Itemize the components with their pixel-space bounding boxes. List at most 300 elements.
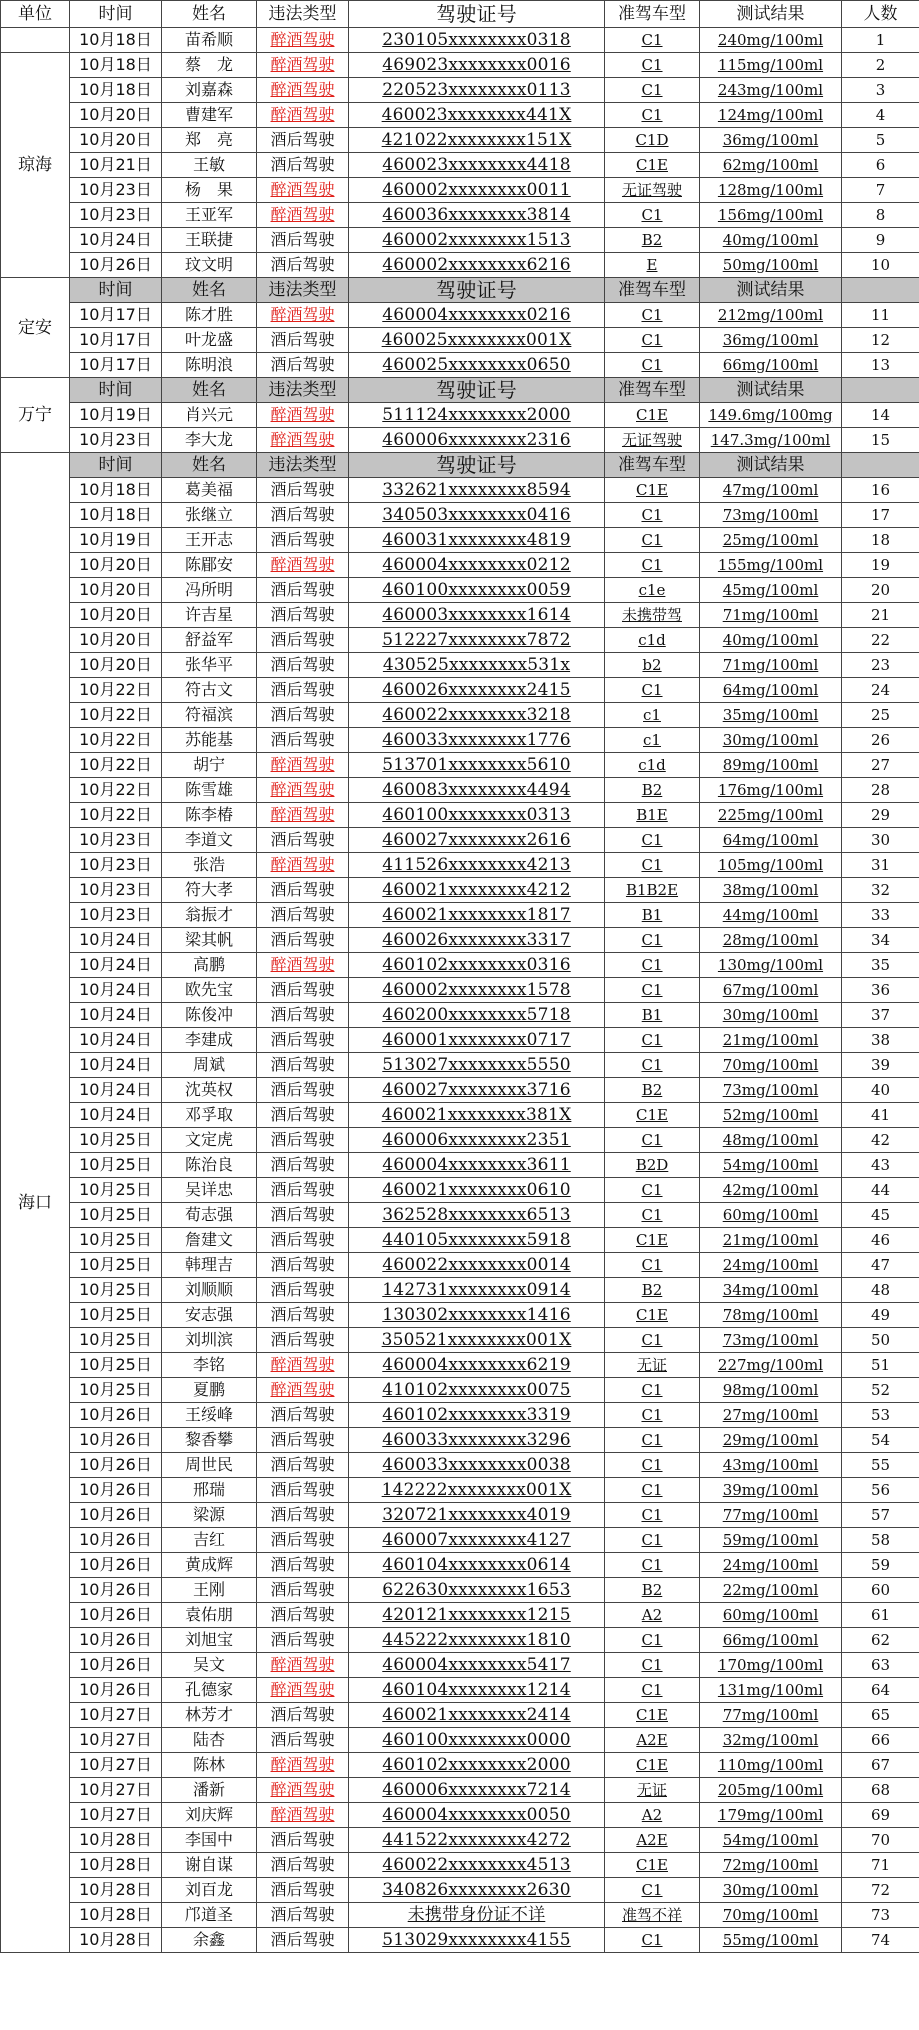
count-cell: 45	[842, 1203, 919, 1228]
subheader-test-result: 测试结果	[700, 278, 842, 303]
subheader-test-result: 测试结果	[700, 453, 842, 478]
date-cell: 10月26日	[70, 1678, 162, 1703]
table-row	[1, 1103, 919, 1128]
test-result-cell: 98mg/100ml	[700, 1378, 842, 1403]
license-class-cell: C1	[605, 1553, 700, 1578]
license-class-cell: C1	[605, 528, 700, 553]
license-id-cell: 460002xxxxxxxx1513	[349, 228, 605, 253]
table-row	[1, 153, 919, 178]
test-result-cell: 212mg/100ml	[700, 303, 842, 328]
license-class-cell: C1E	[605, 1303, 700, 1328]
license-id-cell: 350521xxxxxxxx001X	[349, 1328, 605, 1353]
name-cell: 黄成辉	[162, 1553, 257, 1578]
violation-type-cell: 酒后驾驶	[257, 1103, 349, 1128]
test-result-cell: 71mg/100ml	[700, 653, 842, 678]
count-cell: 33	[842, 903, 919, 928]
test-result-cell: 110mg/100ml	[700, 1753, 842, 1778]
name-cell: 刘庆辉	[162, 1803, 257, 1828]
section-subheader-row	[1, 378, 919, 403]
subheader-time: 时间	[70, 378, 162, 403]
table-row	[1, 1628, 919, 1653]
table-row	[1, 1053, 919, 1078]
license-class-cell: B2	[605, 228, 700, 253]
violation-type-cell: 酒后驾驶	[257, 1603, 349, 1628]
license-class-cell: B1	[605, 903, 700, 928]
count-cell: 48	[842, 1278, 919, 1303]
date-cell: 10月17日	[70, 328, 162, 353]
count-cell: 49	[842, 1303, 919, 1328]
license-id-cell: 460027xxxxxxxx2616	[349, 828, 605, 853]
date-cell: 10月19日	[70, 528, 162, 553]
license-class-cell: c1	[605, 728, 700, 753]
license-id-cell: 460100xxxxxxxx0000	[349, 1728, 605, 1753]
date-cell: 10月26日	[70, 1453, 162, 1478]
date-cell: 10月25日	[70, 1303, 162, 1328]
unit-cell: 海口	[1, 453, 70, 1953]
name-cell: 文定虎	[162, 1128, 257, 1153]
table-row	[1, 403, 919, 428]
date-cell: 10月23日	[70, 178, 162, 203]
license-class-cell: C1	[605, 1653, 700, 1678]
license-class-cell: C1	[605, 1428, 700, 1453]
violation-type-cell: 酒后驾驶	[257, 878, 349, 903]
license-id-cell: 460031xxxxxxxx4819	[349, 528, 605, 553]
date-cell: 10月25日	[70, 1353, 162, 1378]
test-result-cell: 77mg/100ml	[700, 1703, 842, 1728]
header-test-result: 测试结果	[700, 1, 842, 28]
table-row	[1, 728, 919, 753]
violation-type-cell: 酒后驾驶	[257, 1403, 349, 1428]
subheader-license-class: 准驾车型	[605, 453, 700, 478]
license-id-cell: 460100xxxxxxxx0313	[349, 803, 605, 828]
table-row	[1, 28, 919, 53]
license-id-cell: 460004xxxxxxxx0050	[349, 1803, 605, 1828]
date-cell: 10月23日	[70, 828, 162, 853]
test-result-cell: 240mg/100ml	[700, 28, 842, 53]
table-row	[1, 328, 919, 353]
table-row	[1, 653, 919, 678]
table-row	[1, 1678, 919, 1703]
violation-type-cell: 醉酒驾驶	[257, 53, 349, 78]
count-cell: 1	[842, 28, 919, 53]
name-cell: 吉红	[162, 1528, 257, 1553]
license-class-cell: A2	[605, 1603, 700, 1628]
name-cell: 刘百龙	[162, 1878, 257, 1903]
table-row	[1, 578, 919, 603]
test-result-cell: 156mg/100ml	[700, 203, 842, 228]
name-cell: 吴文	[162, 1653, 257, 1678]
license-class-cell: C1E	[605, 1228, 700, 1253]
subheader-license-class: 准驾车型	[605, 278, 700, 303]
date-cell: 10月26日	[70, 1503, 162, 1528]
table-row	[1, 253, 919, 278]
test-result-cell: 21mg/100ml	[700, 1228, 842, 1253]
violation-type-cell: 酒后驾驶	[257, 928, 349, 953]
table-row	[1, 1378, 919, 1403]
test-result-cell: 205mg/100ml	[700, 1778, 842, 1803]
license-class-cell: C1	[605, 1128, 700, 1153]
table-row	[1, 1453, 919, 1478]
table-row	[1, 128, 919, 153]
test-result-cell: 55mg/100ml	[700, 1928, 842, 1953]
date-cell: 10月27日	[70, 1753, 162, 1778]
date-cell: 10月25日	[70, 1328, 162, 1353]
date-cell: 10月26日	[70, 1578, 162, 1603]
table-row	[1, 103, 919, 128]
license-id-cell: 460006xxxxxxxx2316	[349, 428, 605, 453]
date-cell: 10月18日	[70, 478, 162, 503]
violation-type-cell: 醉酒驾驶	[257, 953, 349, 978]
violation-type-cell: 酒后驾驶	[257, 353, 349, 378]
name-cell: 张浩	[162, 853, 257, 878]
name-cell: 郑 亮	[162, 128, 257, 153]
license-class-cell: C1	[605, 1253, 700, 1278]
count-cell: 13	[842, 353, 919, 378]
date-cell: 10月26日	[70, 1628, 162, 1653]
violation-type-cell: 酒后驾驶	[257, 828, 349, 853]
test-result-cell: 25mg/100ml	[700, 528, 842, 553]
name-cell: 陈俊冲	[162, 1003, 257, 1028]
test-result-cell: 155mg/100ml	[700, 553, 842, 578]
name-cell: 翁振才	[162, 903, 257, 928]
test-result-cell: 130mg/100ml	[700, 953, 842, 978]
date-cell: 10月22日	[70, 753, 162, 778]
violation-type-cell: 醉酒驾驶	[257, 403, 349, 428]
license-id-cell: 441522xxxxxxxx4272	[349, 1828, 605, 1853]
violation-type-cell: 酒后驾驶	[257, 1253, 349, 1278]
name-cell: 刘旭宝	[162, 1628, 257, 1653]
violation-type-cell: 酒后驾驶	[257, 1428, 349, 1453]
violation-type-cell: 酒后驾驶	[257, 1628, 349, 1653]
table-row	[1, 603, 919, 628]
date-cell: 10月21日	[70, 153, 162, 178]
test-result-cell: 54mg/100ml	[700, 1153, 842, 1178]
count-cell: 19	[842, 553, 919, 578]
license-id-cell: 460083xxxxxxxx4494	[349, 778, 605, 803]
violation-type-cell: 酒后驾驶	[257, 1828, 349, 1853]
date-cell: 10月28日	[70, 1878, 162, 1903]
table-row	[1, 1353, 919, 1378]
violation-type-cell: 酒后驾驶	[257, 528, 349, 553]
count-cell: 22	[842, 628, 919, 653]
violation-type-cell: 酒后驾驶	[257, 1128, 349, 1153]
test-result-cell: 38mg/100ml	[700, 878, 842, 903]
table-row	[1, 78, 919, 103]
license-class-cell: C1	[605, 978, 700, 1003]
section-subheader-row	[1, 278, 919, 303]
test-result-cell: 170mg/100ml	[700, 1653, 842, 1678]
license-class-cell: B2	[605, 778, 700, 803]
test-result-cell: 179mg/100ml	[700, 1803, 842, 1828]
subheader-violation-type: 违法类型	[257, 378, 349, 403]
table-row	[1, 828, 919, 853]
name-cell: 邢瑞	[162, 1478, 257, 1503]
license-class-cell: C1	[605, 1503, 700, 1528]
test-result-cell: 29mg/100ml	[700, 1428, 842, 1453]
name-cell: 詹建文	[162, 1228, 257, 1253]
name-cell: 张继立	[162, 503, 257, 528]
subheader-name: 姓名	[162, 453, 257, 478]
license-class-cell: C1	[605, 1878, 700, 1903]
date-cell: 10月25日	[70, 1278, 162, 1303]
test-result-cell: 42mg/100ml	[700, 1178, 842, 1203]
date-cell: 10月18日	[70, 28, 162, 53]
violation-type-cell: 酒后驾驶	[257, 503, 349, 528]
table-row	[1, 953, 919, 978]
subheader-name: 姓名	[162, 278, 257, 303]
name-cell: 符福滨	[162, 703, 257, 728]
count-cell: 37	[842, 1003, 919, 1028]
license-class-cell: C1	[605, 1478, 700, 1503]
count-cell: 58	[842, 1528, 919, 1553]
name-cell: 叶龙盛	[162, 328, 257, 353]
test-result-cell: 71mg/100ml	[700, 603, 842, 628]
header-count: 人数	[842, 1, 919, 28]
name-cell: 李铭	[162, 1353, 257, 1378]
table-row	[1, 628, 919, 653]
table-row	[1, 1278, 919, 1303]
license-class-cell: 无证驾驶	[605, 428, 700, 453]
count-cell: 6	[842, 153, 919, 178]
count-cell: 29	[842, 803, 919, 828]
license-id-cell: 460027xxxxxxxx3716	[349, 1078, 605, 1103]
test-result-cell: 64mg/100ml	[700, 678, 842, 703]
header-unit: 单位	[1, 1, 70, 28]
license-class-cell: C1E	[605, 478, 700, 503]
date-cell: 10月24日	[70, 1003, 162, 1028]
license-id-cell: 460033xxxxxxxx0038	[349, 1453, 605, 1478]
count-cell: 47	[842, 1253, 919, 1278]
name-cell: 王敏	[162, 153, 257, 178]
date-cell: 10月24日	[70, 1103, 162, 1128]
count-cell: 28	[842, 778, 919, 803]
date-cell: 10月25日	[70, 1128, 162, 1153]
test-result-cell: 77mg/100ml	[700, 1503, 842, 1528]
table-row	[1, 978, 919, 1003]
table-row	[1, 553, 919, 578]
license-class-cell: C1	[605, 1053, 700, 1078]
license-class-cell: A2E	[605, 1728, 700, 1753]
license-class-cell: C1	[605, 503, 700, 528]
date-cell: 10月27日	[70, 1803, 162, 1828]
test-result-cell: 24mg/100ml	[700, 1553, 842, 1578]
date-cell: 10月23日	[70, 853, 162, 878]
subheader-blank	[842, 453, 919, 478]
license-class-cell: B1B2E	[605, 878, 700, 903]
license-id-cell: 460021xxxxxxxx381X	[349, 1103, 605, 1128]
name-cell: 安志强	[162, 1303, 257, 1328]
violation-type-cell: 酒后驾驶	[257, 1453, 349, 1478]
test-result-cell: 105mg/100ml	[700, 853, 842, 878]
table-row	[1, 478, 919, 503]
table-row	[1, 1803, 919, 1828]
license-class-cell: C1	[605, 1178, 700, 1203]
name-cell: 欧先宝	[162, 978, 257, 1003]
count-cell: 51	[842, 1353, 919, 1378]
license-id-cell: 460025xxxxxxxx001X	[349, 328, 605, 353]
table-row	[1, 1578, 919, 1603]
unit-cell: 定安	[1, 278, 70, 378]
test-result-cell: 40mg/100ml	[700, 228, 842, 253]
date-cell: 10月22日	[70, 703, 162, 728]
license-id-cell: 142731xxxxxxxx0914	[349, 1278, 605, 1303]
subheader-time: 时间	[70, 453, 162, 478]
date-cell: 10月26日	[70, 1403, 162, 1428]
count-cell: 55	[842, 1453, 919, 1478]
test-result-cell: 147.3mg/100ml	[700, 428, 842, 453]
license-id-cell: 460104xxxxxxxx1214	[349, 1678, 605, 1703]
name-cell: 梁其帆	[162, 928, 257, 953]
name-cell: 夏鹏	[162, 1378, 257, 1403]
license-class-cell: C1	[605, 1028, 700, 1053]
count-cell: 8	[842, 203, 919, 228]
license-class-cell: E	[605, 253, 700, 278]
violation-type-cell: 醉酒驾驶	[257, 1803, 349, 1828]
violation-type-cell: 酒后驾驶	[257, 253, 349, 278]
test-result-cell: 47mg/100ml	[700, 478, 842, 503]
license-id-cell: 460021xxxxxxxx2414	[349, 1703, 605, 1728]
name-cell: 周斌	[162, 1053, 257, 1078]
subheader-test-result: 测试结果	[700, 378, 842, 403]
header-license-id: 驾驶证号	[349, 1, 605, 28]
license-id-cell: 460104xxxxxxxx0614	[349, 1553, 605, 1578]
test-result-cell: 34mg/100ml	[700, 1278, 842, 1303]
license-class-cell: C1E	[605, 153, 700, 178]
license-class-cell: c1e	[605, 578, 700, 603]
count-cell: 65	[842, 1703, 919, 1728]
header-license-class: 准驾车型	[605, 1, 700, 28]
license-class-cell: C1E	[605, 1103, 700, 1128]
name-cell: 荀志强	[162, 1203, 257, 1228]
test-result-cell: 27mg/100ml	[700, 1403, 842, 1428]
count-cell: 56	[842, 1478, 919, 1503]
count-cell: 9	[842, 228, 919, 253]
count-cell: 31	[842, 853, 919, 878]
table-row	[1, 1228, 919, 1253]
violation-type-cell: 酒后驾驶	[257, 128, 349, 153]
count-cell: 4	[842, 103, 919, 128]
license-id-cell: 513029xxxxxxxx4155	[349, 1928, 605, 1953]
violation-type-cell: 酒后驾驶	[257, 1503, 349, 1528]
violation-type-cell: 酒后驾驶	[257, 478, 349, 503]
date-cell: 10月25日	[70, 1228, 162, 1253]
name-cell: 谢自谋	[162, 1853, 257, 1878]
count-cell: 54	[842, 1428, 919, 1453]
table-row	[1, 1003, 919, 1028]
license-id-cell: 460021xxxxxxxx4212	[349, 878, 605, 903]
test-result-cell: 35mg/100ml	[700, 703, 842, 728]
license-class-cell: C1	[605, 328, 700, 353]
license-id-cell: 230105xxxxxxxx0318	[349, 28, 605, 53]
license-id-cell: 460036xxxxxxxx3814	[349, 203, 605, 228]
violation-type-cell: 酒后驾驶	[257, 678, 349, 703]
license-class-cell: C1	[605, 53, 700, 78]
license-class-cell: C1	[605, 353, 700, 378]
test-result-cell: 59mg/100ml	[700, 1528, 842, 1553]
license-id-cell: 460003xxxxxxxx1614	[349, 603, 605, 628]
table-row	[1, 53, 919, 78]
license-id-cell: 320721xxxxxxxx4019	[349, 1503, 605, 1528]
name-cell: 陈郿安	[162, 553, 257, 578]
name-cell: 符古文	[162, 678, 257, 703]
count-cell: 71	[842, 1853, 919, 1878]
license-id-cell: 460004xxxxxxxx0212	[349, 553, 605, 578]
subheader-violation-type: 违法类型	[257, 278, 349, 303]
license-class-cell: B2	[605, 1578, 700, 1603]
table-row	[1, 178, 919, 203]
license-id-cell: 460025xxxxxxxx0650	[349, 353, 605, 378]
name-cell: 黎香攀	[162, 1428, 257, 1453]
license-class-cell: C1	[605, 853, 700, 878]
table-row	[1, 1178, 919, 1203]
subheader-blank	[842, 378, 919, 403]
name-cell: 孔德家	[162, 1678, 257, 1703]
violation-type-cell: 酒后驾驶	[257, 703, 349, 728]
name-cell: 刘圳滨	[162, 1328, 257, 1353]
license-id-cell: 未携带身份证不详	[349, 1903, 605, 1928]
violation-type-cell: 酒后驾驶	[257, 1928, 349, 1953]
license-class-cell: C1	[605, 553, 700, 578]
license-id-cell: 440105xxxxxxxx5918	[349, 1228, 605, 1253]
table-row	[1, 1153, 919, 1178]
count-cell: 11	[842, 303, 919, 328]
date-cell: 10月28日	[70, 1853, 162, 1878]
table-row	[1, 1128, 919, 1153]
license-class-cell: A2E	[605, 1828, 700, 1853]
license-class-cell: 无证驾驶	[605, 178, 700, 203]
license-id-cell: 460006xxxxxxxx7214	[349, 1778, 605, 1803]
license-id-cell: 460033xxxxxxxx1776	[349, 728, 605, 753]
date-cell: 10月26日	[70, 1553, 162, 1578]
count-cell: 7	[842, 178, 919, 203]
date-cell: 10月20日	[70, 603, 162, 628]
violation-type-cell: 酒后驾驶	[257, 1878, 349, 1903]
name-cell: 苏能基	[162, 728, 257, 753]
test-result-cell: 73mg/100ml	[700, 1078, 842, 1103]
name-cell: 苗希顺	[162, 28, 257, 53]
name-cell: 陈李椿	[162, 803, 257, 828]
name-cell: 吴详忠	[162, 1178, 257, 1203]
violation-type-cell: 酒后驾驶	[257, 978, 349, 1003]
test-result-cell: 73mg/100ml	[700, 1328, 842, 1353]
name-cell: 符大孝	[162, 878, 257, 903]
license-id-cell: 622630xxxxxxxx1653	[349, 1578, 605, 1603]
count-cell: 53	[842, 1403, 919, 1428]
count-cell: 14	[842, 403, 919, 428]
count-cell: 50	[842, 1328, 919, 1353]
name-cell: 刘顺顺	[162, 1278, 257, 1303]
test-result-cell: 32mg/100ml	[700, 1728, 842, 1753]
test-result-cell: 72mg/100ml	[700, 1853, 842, 1878]
name-cell: 韩理吉	[162, 1253, 257, 1278]
test-result-cell: 40mg/100ml	[700, 628, 842, 653]
name-cell: 梁源	[162, 1503, 257, 1528]
license-id-cell: 142222xxxxxxxx001X	[349, 1478, 605, 1503]
license-id-cell: 430525xxxxxxxx531x	[349, 653, 605, 678]
test-result-cell: 227mg/100ml	[700, 1353, 842, 1378]
license-class-cell: B2D	[605, 1153, 700, 1178]
test-result-cell: 24mg/100ml	[700, 1253, 842, 1278]
table-row	[1, 903, 919, 928]
name-cell: 邓孚取	[162, 1103, 257, 1128]
table-row	[1, 428, 919, 453]
name-cell: 陈雪雄	[162, 778, 257, 803]
license-id-cell: 340503xxxxxxxx0416	[349, 503, 605, 528]
table-row	[1, 853, 919, 878]
test-result-cell: 62mg/100ml	[700, 153, 842, 178]
test-result-cell: 44mg/100ml	[700, 903, 842, 928]
count-cell: 44	[842, 1178, 919, 1203]
